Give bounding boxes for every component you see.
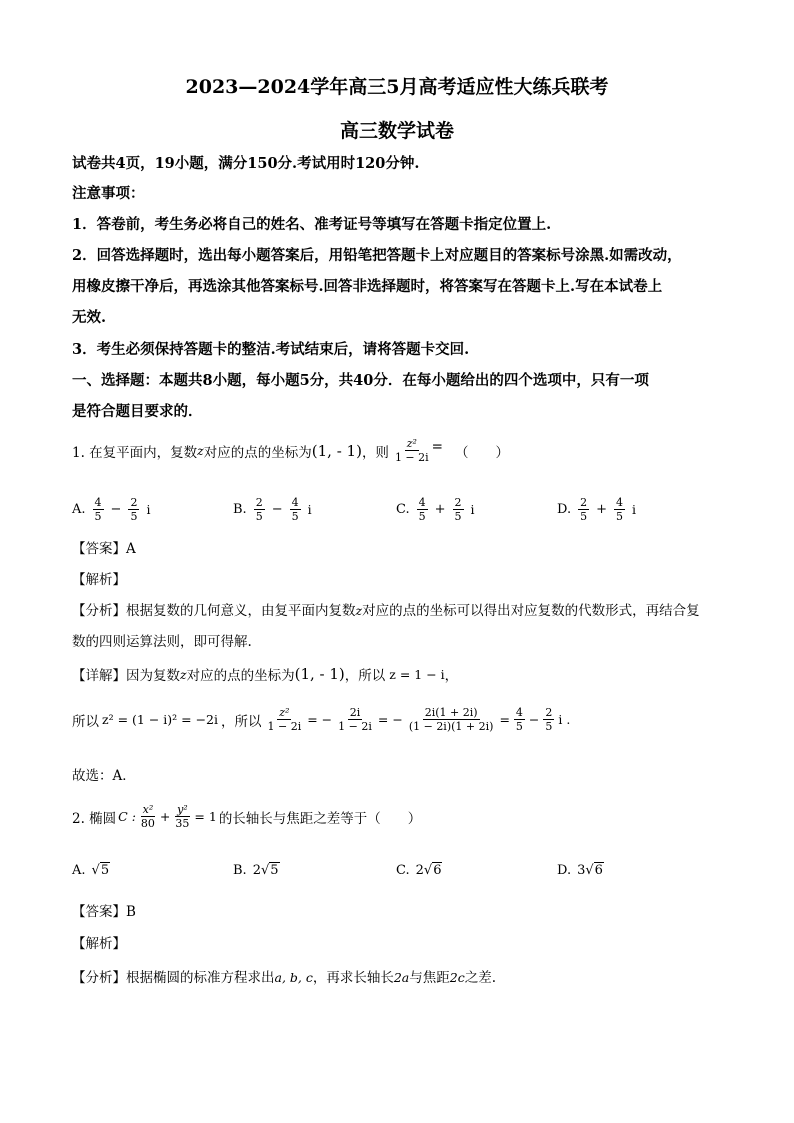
detail-text: ， (444, 668, 459, 684)
detail-text: 因为复数 (126, 668, 180, 684)
fenxi-tag: 【分析】 (72, 603, 126, 619)
opt-i: i (146, 502, 151, 517)
detail-op: = − (377, 712, 403, 727)
var-z: z (355, 603, 363, 618)
q1-option-b (233, 496, 312, 523)
detail-tail: i . (558, 712, 571, 727)
option-label: A. (72, 863, 86, 878)
notice-title: 注意事项： (72, 185, 145, 202)
opt-den: 5 (291, 510, 299, 523)
detail-text: ，所以 (221, 713, 262, 730)
q1-option-a (72, 496, 150, 523)
q1-choose: 故选：A． (72, 768, 136, 784)
answer-tag: 【答案】 (72, 904, 126, 920)
opt-coef: 2 (252, 863, 261, 878)
q2-option-a: A. √5 (72, 863, 110, 878)
opt-num: 4 (94, 496, 102, 509)
q1-detail-line2 (72, 706, 570, 733)
q2-option-b: B. 2√5 (233, 863, 279, 878)
notice-2c: 无效. (72, 309, 107, 326)
q1-fenxi-line1 (72, 599, 700, 619)
frac-den: 5 (515, 720, 523, 733)
frac-den: 80 (140, 817, 155, 830)
q1-frac-num: z² (406, 437, 417, 450)
q1-fenxi-line2: 数的四则运算法则，即可得解. (72, 634, 252, 650)
fenxi-text: 根据复数的几何意义，由复平面内复数 (126, 603, 356, 619)
opt-radicand: 6 (594, 863, 603, 878)
frac-den: 5 (545, 720, 553, 733)
q2-fenxi (72, 966, 496, 986)
opt-i: i (470, 502, 475, 517)
q2-text-pre: 2. 椭圆 (72, 810, 117, 827)
detail-text: ，所以 (344, 668, 386, 684)
option-label: B. (233, 502, 247, 517)
answer-value: B (126, 904, 136, 920)
detail-expr: z² = (1 − i)² = −2i (102, 712, 218, 727)
opt-den: 5 (580, 510, 588, 523)
q2-plus: + (159, 809, 171, 824)
frac-num: 2i (349, 706, 361, 719)
opt-den: 5 (616, 510, 623, 523)
q1-text-pre: 1. 在复平面内，复数 (72, 444, 198, 461)
q1-detail-line1 (72, 664, 458, 684)
opt-num: 2 (255, 496, 263, 509)
opt-coef: 2 (415, 863, 424, 878)
frac-num: 2i(1 + 2i) (424, 706, 478, 719)
fenxi-text: ，再求长轴长 (312, 970, 394, 986)
q1-text-mid: 对应的点的坐标为 (203, 444, 312, 461)
frac-den: (1 − 2i)(1 + 2i) (408, 720, 494, 733)
opt-den: 5 (130, 510, 138, 523)
section-heading-a: 一、选择题：本题共8小题，每小题5分，共40分．在每小题给出的四个选项中，只有一项 (72, 372, 649, 389)
q1-option-d (557, 496, 636, 523)
detail-op: = − (307, 712, 333, 727)
q1-eq: = (431, 439, 443, 455)
frac-num: x² (142, 803, 154, 816)
detail-text: 对应的点的坐标为 (186, 668, 295, 684)
opt-op: − (271, 502, 283, 517)
opt-num: 4 (418, 496, 426, 509)
q2-answer (72, 900, 136, 920)
q1-option-c (396, 496, 475, 523)
fenxi-text: 根据椭圆的标准方程求出 (126, 970, 275, 986)
opt-den: 5 (255, 510, 263, 523)
opt-den: 5 (94, 510, 102, 523)
opt-num: 2 (454, 496, 462, 509)
fenxi-text: 对应的点的坐标可以得出对应复数的代数形式，再结合复 (362, 603, 700, 619)
notice-1: 1．答卷前，考生务必将自己的姓名、准考证号等填写在答题卡指定位置上. (72, 216, 552, 233)
frac-num: 4 (515, 706, 523, 719)
frac-num: 2 (545, 706, 553, 719)
q2-eq: = 1 (194, 809, 217, 824)
q1-var-z: z (197, 443, 204, 458)
option-label: D. (557, 863, 572, 878)
opt-den: 5 (418, 510, 426, 523)
opt-num: 2 (130, 496, 138, 509)
detail-tag: 【详解】 (72, 668, 126, 684)
frac-num: z² (279, 706, 290, 719)
frac-den: 35 (175, 817, 190, 830)
detail-z-expr: z = 1 − i (389, 666, 445, 682)
var-2a: 2a (393, 970, 410, 985)
var-z: z (180, 666, 187, 682)
q2-option-d: D. 3√6 (557, 863, 603, 878)
answer-value: A (126, 541, 136, 557)
opt-radicand: 5 (100, 863, 110, 878)
var-2c: 2c (449, 970, 465, 985)
opt-op: + (596, 502, 607, 517)
notice-2b: 用橡皮擦干净后，再选涂其他答案标号.回答非选择题时，将答案写在答题卡上.写在本试卷上 (72, 278, 663, 295)
q2-analysis-tag: 【解析】 (72, 936, 126, 952)
opt-radicand: 5 (270, 863, 279, 878)
opt-i: i (307, 502, 312, 517)
opt-num: 4 (616, 496, 623, 509)
question-2 (72, 803, 421, 830)
detail-point: (1, - 1) (294, 665, 345, 683)
option-label: C. (396, 863, 410, 878)
opt-den: 5 (454, 510, 462, 523)
opt-coef: 3 (577, 863, 586, 878)
opt-op: − (110, 502, 122, 517)
q1-frac-den: 1 − 2i (394, 451, 429, 464)
detail-op: − (528, 712, 540, 727)
option-label: C. (396, 502, 410, 517)
q1-answer (72, 537, 136, 557)
opt-op: + (434, 502, 446, 517)
q1-analysis-tag: 【解析】 (72, 572, 126, 588)
var-abc: a, b, c (274, 970, 313, 985)
exam-subtitle: 高三数学试卷 (339, 120, 454, 142)
q1-point: (1, - 1) (311, 441, 362, 460)
opt-num: 4 (291, 496, 299, 509)
detail-text: 所以 (72, 713, 99, 730)
q2-option-c: C. 2√6 (396, 863, 442, 878)
fenxi-text: 之差. (464, 970, 497, 986)
opt-i: i (632, 502, 636, 517)
q2-ellipse-c: C : (118, 809, 136, 824)
section-heading-b: 是符合题目要求的． (72, 403, 203, 420)
notice-2a: 2．回答选择题时，选出每小题答案后，用铅笔把答题卡上对应题目的答案标号涂黑.如需改动， (72, 247, 682, 264)
fenxi-text: 与焦距 (409, 970, 450, 986)
option-label: A. (72, 502, 86, 517)
frac-den: 1 − 2i (267, 720, 302, 733)
q1-text-then: ，则 (361, 444, 389, 461)
exam-info: 试卷共4页，19小题，满分150分.考试用时120分钟. (72, 155, 420, 172)
answer-tag: 【答案】 (72, 541, 126, 557)
question-1 (72, 437, 509, 464)
fenxi-tag: 【分析】 (72, 970, 126, 986)
option-label: B. (233, 863, 247, 878)
q1-blank: （ ） (454, 444, 509, 461)
q1-fraction (393, 437, 431, 464)
exam-title: 2023—2024学年高三5月高考适应性大练兵联考 (185, 76, 609, 98)
opt-num: 2 (580, 496, 588, 509)
notice-3: 3．考生必须保持答题卡的整洁.考试结束后，请将答题卡交回. (72, 341, 470, 358)
opt-radicand: 6 (433, 863, 442, 878)
frac-num: y² (177, 803, 188, 816)
option-label: D. (557, 502, 572, 517)
q2-text-post: 的长轴长与焦距之差等于（ ） (218, 810, 422, 827)
frac-den: 1 − 2i (338, 720, 372, 733)
detail-op: = (499, 712, 510, 727)
